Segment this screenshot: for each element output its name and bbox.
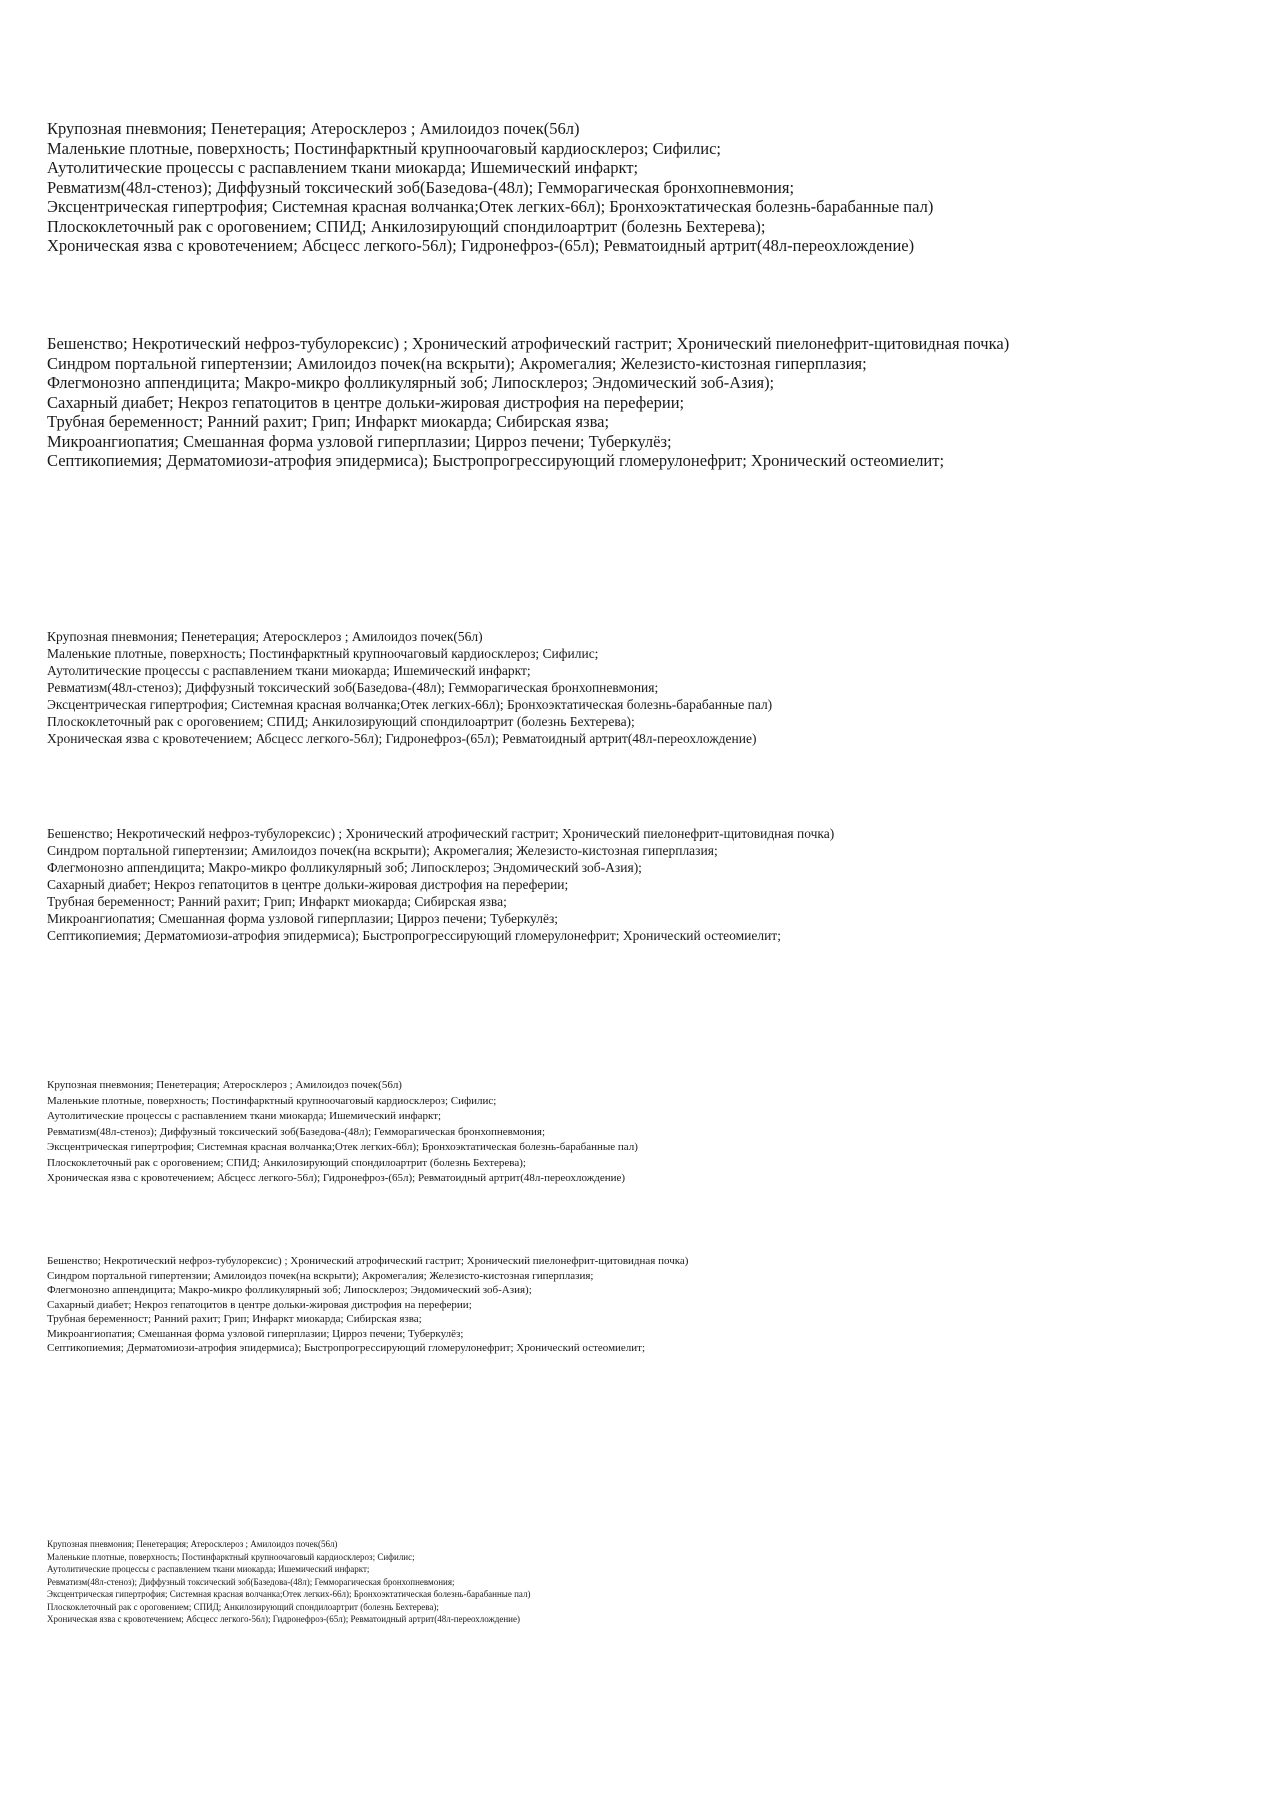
text-line: Трубная беременност; Ранний рахит; Грип; Инфаркт миокарда; Сибирская язва; bbox=[47, 412, 610, 431]
text-line: Ревматизм(48л-стеноз); Диффузный токсический зоб(Базедова-(48л); Гемморагическая бронхопневмония; bbox=[47, 1125, 546, 1138]
text-line: Крупозная пневмония; Пенетерация; Атеросклероз ; Амилоидоз почек(56л) bbox=[47, 1079, 402, 1091]
text-line: Септикопиемия; Дерматомиози-атрофия эпидермиса); Быстропрогрессирующий гломерулонефрит; Хронический остеомиелит; bbox=[47, 928, 781, 943]
text-line: Эксцентрическая гипертрофия; Системная красная волчанка;Отек легких-66л); Бронхоэктатическая болезнь-барабанные пал) bbox=[47, 697, 773, 712]
text-line: Сахарный диабет; Некроз гепатоцитов в центре дольки-жировая дистрофия на переферии; bbox=[47, 877, 569, 892]
text-block-large-2 bbox=[47, 334, 1009, 471]
text-line: Плоскоклеточный рак с ороговением; СПИД; Анкилозирующий спондилоартрит (болезнь Бехтерева); bbox=[47, 1601, 439, 1612]
text-line: Плоскоклеточный рак с ороговением; СПИД; Анкилозирующий спондилоартрит (болезнь Бехтерева); bbox=[47, 1156, 526, 1169]
text-line: Ревматизм(48л-стеноз); Диффузный токсический зоб(Базедова-(48л); Гемморагическая бронхопневмония; bbox=[47, 1576, 455, 1587]
text-line: Хроническая язва с кровотечением; Абсцесс легкого-56л); Гидронефроз-(65л); Ревматоидный артрит(48л-переохлождение) bbox=[47, 731, 757, 746]
text-line: Флегмонозно аппендицита; Макро-микро фолликулярный зоб; Липосклероз; Эндомический зоб-Азия); bbox=[47, 1284, 532, 1296]
text-line: Хроническая язва с кровотечением; Абсцесс легкого-56л); Гидронефроз-(65л); Ревматоидный артрит(48л-переохлождение) bbox=[47, 1172, 626, 1184]
text-line: Маленькие плотные, поверхность; Постинфарктный крупноочаговый кардиосклероз; Сифилис; bbox=[47, 1551, 415, 1562]
text-line: Синдром портальной гипертензии; Амилоидоз почек(на вскрыти); Акромегалия; Железисто-кистозная гиперплазия; bbox=[47, 1269, 594, 1282]
text-line: Микроангиопатия; Смешанная форма узловой гиперплазии; Цирроз печени; Туберкулёз; bbox=[47, 1327, 464, 1340]
text-line: Крупозная пневмония; Пенетерация; Атеросклероз ; Амилоидоз почек(56л) bbox=[47, 119, 580, 138]
text-line: Плоскоклеточный рак с ороговением; СПИД; Анкилозирующий спондилоартрит (болезнь Бехтерева); bbox=[47, 216, 766, 236]
text-line: Маленькие плотные, поверхность; Постинфарктный крупноочаговый кардиосклероз; Сифилис; bbox=[47, 1094, 497, 1107]
text-line: Крупозная пневмония; Пенетерация; Атеросклероз ; Амилоидоз почек(56л) bbox=[47, 1539, 338, 1549]
text-line: Маленькие плотные, поверхность; Постинфарктный крупноочаговый кардиосклероз; Сифилис; bbox=[47, 646, 599, 661]
text-block-large-1 bbox=[47, 119, 933, 256]
text-line: Септикопиемия; Дерматомиози-атрофия эпидермиса); Быстропрогрессирующий гломерулонефрит; Хронический остеомиелит; bbox=[47, 1342, 646, 1354]
text-line: Эксцентрическая гипертрофия; Системная красная волчанка;Отек легких-66л); Бронхоэктатическая болезнь-барабанные пал) bbox=[47, 197, 934, 216]
text-line: Эксцентрическая гипертрофия; Системная красная волчанка;Отек легких-66л); Бронхоэктатическая болезнь-барабанные пал) bbox=[47, 1589, 531, 1599]
text-line: Бешенство; Некротический нефроз-тубулорексис) ; Хронический атрофический гастрит; Хронический пиелонефрит-щитовидная почка) bbox=[47, 334, 1010, 353]
text-line: Аутолитические процессы с распавлением ткани миокарда; Ишемический инфаркт; bbox=[47, 158, 639, 177]
text-line: Крупозная пневмония; Пенетерация; Атеросклероз ; Амилоидоз почек(56л) bbox=[47, 629, 483, 644]
text-line: Трубная беременност; Ранний рахит; Грип; Инфаркт миокарда; Сибирская язва; bbox=[47, 1313, 422, 1325]
text-line: Ревматизм(48л-стеноз); Диффузный токсический зоб(Базедова-(48л); Гемморагическая бронхопневмония; bbox=[47, 680, 659, 695]
text-line: Синдром портальной гипертензии; Амилоидоз почек(на вскрыти); Акромегалия; Железисто-кистозная гиперплазия; bbox=[47, 353, 867, 373]
text-line: Плоскоклеточный рак с ороговением; СПИД; Анкилозирующий спондилоартрит (болезнь Бехтерева); bbox=[47, 714, 635, 729]
text-line: Эксцентрическая гипертрофия; Системная красная волчанка;Отек легких-66л); Бронхоэктатическая болезнь-барабанные пал) bbox=[47, 1141, 638, 1153]
text-line: Сахарный диабет; Некроз гепатоцитов в центре дольки-жировая дистрофия на переферии; bbox=[47, 392, 685, 412]
text-line: Бешенство; Некротический нефроз-тубулорексис) ; Хронический атрофический гастрит; Хронический пиелонефрит-щитовидная почка) bbox=[47, 826, 835, 841]
text-line: Синдром портальной гипертензии; Амилоидоз почек(на вскрыти); Акромегалия; Железисто-кистозная гиперплазия; bbox=[47, 843, 718, 858]
text-line: Флегмонозно аппендицита; Макро-микро фолликулярный зоб; Липосклероз; Эндомический зоб-Азия); bbox=[47, 373, 775, 392]
text-line: Аутолитические процессы с распавлением ткани миокарда; Ишемический инфаркт; bbox=[47, 1564, 370, 1574]
text-line: Трубная беременност; Ранний рахит; Грип; Инфаркт миокарда; Сибирская язва; bbox=[47, 894, 507, 909]
text-line: Сахарный диабет; Некроз гепатоцитов в центре дольки-жировая дистрофия на переферии; bbox=[47, 1298, 472, 1311]
text-line: Аутолитические процессы с распавлением ткани миокарда; Ишемический инфаркт; bbox=[47, 1110, 442, 1122]
text-line: Септикопиемия; Дерматомиози-атрофия эпидермиса); Быстропрогрессирующий гломерулонефрит; Хронический остеомиелит; bbox=[47, 451, 945, 470]
text-line: Аутолитические процессы с распавлением ткани миокарда; Ишемический инфаркт; bbox=[47, 663, 531, 678]
text-block-small-2 bbox=[47, 1254, 688, 1356]
text-line: Хроническая язва с кровотечением; Абсцесс легкого-56л); Гидронефроз-(65л); Ревматоидный артрит(48л-переохлождение) bbox=[47, 1614, 520, 1624]
text-line: Флегмонозно аппендицита; Макро-микро фолликулярный зоб; Липосклероз; Эндомический зоб-Азия); bbox=[47, 860, 642, 875]
text-line: Бешенство; Некротический нефроз-тубулорексис) ; Хронический атрофический гастрит; Хронический пиелонефрит-щитовидная почка) bbox=[47, 1255, 689, 1267]
text-line: Ревматизм(48л-стеноз); Диффузный токсический зоб(Базедова-(48л); Гемморагическая бронхопневмония; bbox=[47, 177, 795, 197]
text-block-medium-1 bbox=[47, 628, 772, 747]
text-block-medium-2 bbox=[47, 825, 834, 944]
text-line: Хроническая язва с кровотечением; Абсцесс легкого-56л); Гидронефроз-(65л); Ревматоидный артрит(48л-переохлождение) bbox=[47, 236, 915, 255]
text-line: Маленькие плотные, поверхность; Постинфарктный крупноочаговый кардиосклероз; Сифилис; bbox=[47, 138, 721, 158]
text-line: Микроангиопатия; Смешанная форма узловой гиперплазии; Цирроз печени; Туберкулёз; bbox=[47, 911, 559, 926]
text-block-small-1 bbox=[47, 1078, 638, 1187]
text-line: Микроангиопатия; Смешанная форма узловой гиперплазии; Цирроз печени; Туберкулёз; bbox=[47, 431, 672, 451]
text-block-tiny-1 bbox=[47, 1538, 530, 1626]
